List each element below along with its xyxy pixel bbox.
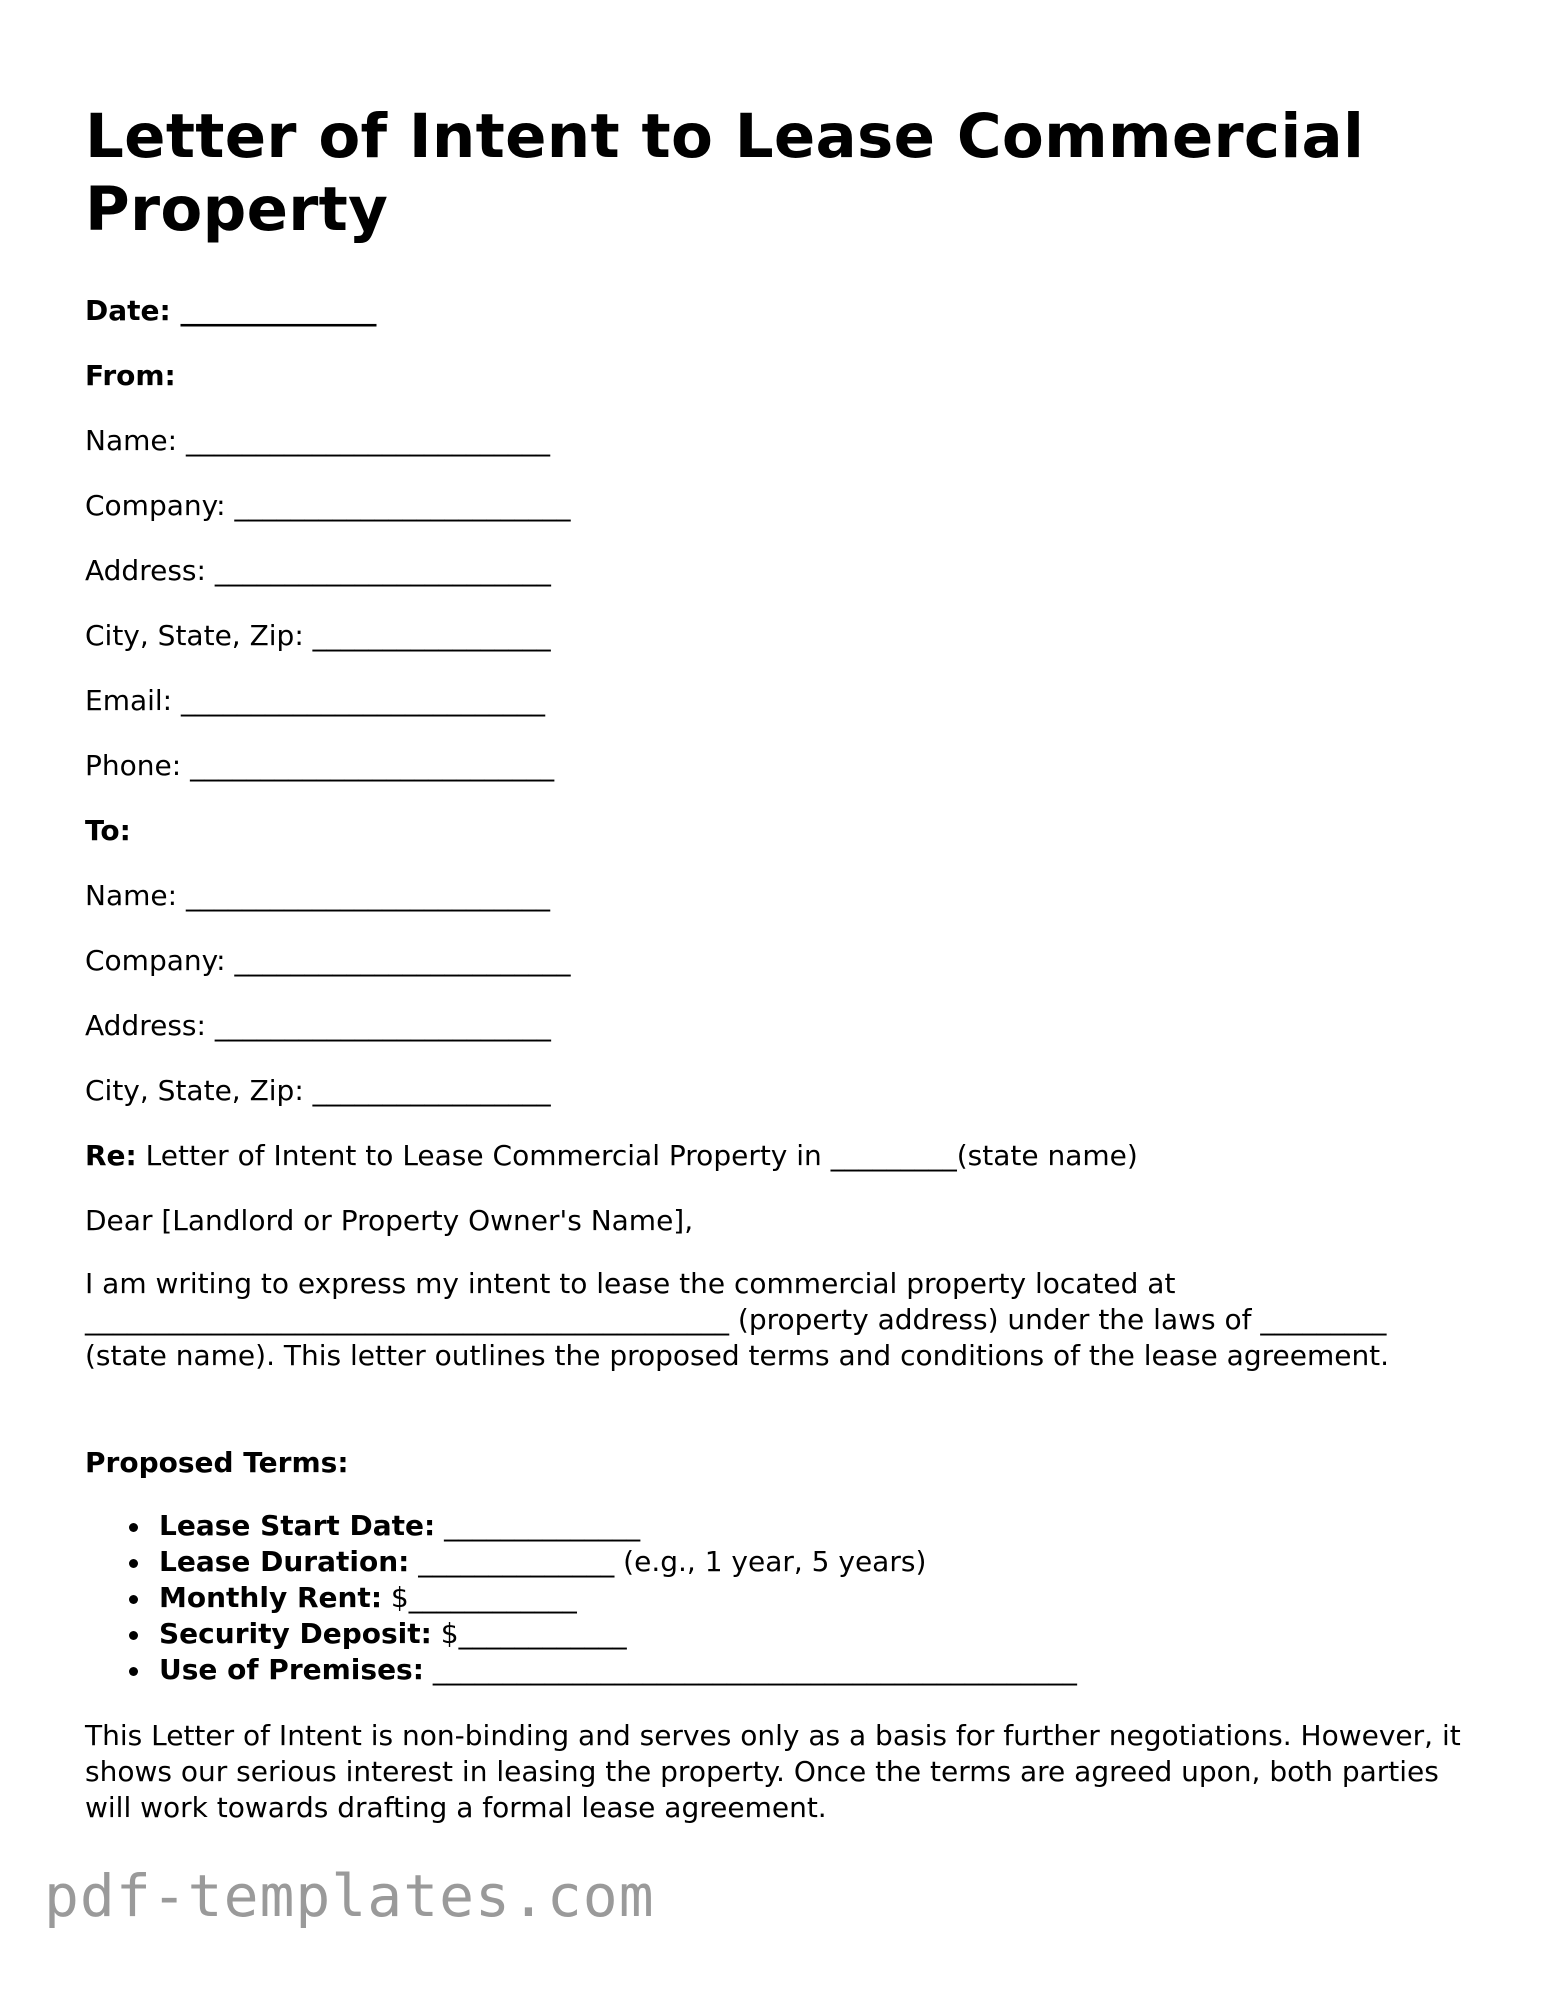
term-label: Lease Duration: xyxy=(159,1545,410,1578)
term-label: Monthly Rent: xyxy=(159,1581,383,1614)
from-address-blank[interactable]: ________________________ xyxy=(214,554,551,587)
list-item xyxy=(85,1616,1077,1652)
salutation: Dear [Landlord or Property Owner's Name], xyxy=(85,1204,694,1237)
from-name-blank[interactable]: __________________________ xyxy=(185,424,550,457)
list-item xyxy=(85,1580,1077,1616)
term-value[interactable]: ______________________________________________ xyxy=(432,1653,1077,1686)
to-company-blank[interactable]: ________________________ xyxy=(234,944,571,977)
date-label: Date: xyxy=(85,294,171,327)
closing-paragraph: This Letter of Intent is non-binding and serves only as a basis for further negotiations. However, it shows our serious interest in leasing the property. Once the terms are agreed upon, both parties will work towards drafting a formal lease agreement. xyxy=(85,1719,1461,1824)
watermark-logo: pdf-templates.com xyxy=(44,1862,655,1930)
from-company-line xyxy=(85,489,571,523)
to-company-line xyxy=(85,944,571,978)
from-name-label: Name: xyxy=(85,424,178,457)
from-heading: From: xyxy=(85,359,176,392)
to-address-label: Address: xyxy=(85,1009,206,1042)
from-email-label: Email: xyxy=(85,684,173,717)
list-item xyxy=(85,1652,1077,1688)
to-city-label: City, State, Zip: xyxy=(85,1074,304,1107)
document-page xyxy=(85,100,1465,1824)
to-name-blank[interactable]: __________________________ xyxy=(185,879,550,912)
term-value[interactable]: $____________ xyxy=(390,1581,577,1614)
re-label: Re: xyxy=(85,1139,137,1172)
list-item xyxy=(85,1508,1077,1544)
from-phone-blank[interactable]: __________________________ xyxy=(190,749,555,782)
to-address-line xyxy=(85,1009,551,1043)
from-phone-label: Phone: xyxy=(85,749,182,782)
to-city-blank[interactable]: _________________ xyxy=(312,1074,551,1107)
document-title: Letter of Intent to Lease Commercial Property xyxy=(85,101,1365,245)
term-value[interactable]: ______________ xyxy=(444,1509,641,1542)
from-address-line xyxy=(85,554,551,588)
to-name-line xyxy=(85,879,550,913)
date-line xyxy=(85,294,376,328)
to-city-line xyxy=(85,1074,551,1108)
from-city-label: City, State, Zip: xyxy=(85,619,304,652)
to-address-blank[interactable]: ________________________ xyxy=(214,1009,551,1042)
from-email-line xyxy=(85,684,545,718)
from-name-line xyxy=(85,424,550,458)
to-name-label: Name: xyxy=(85,879,178,912)
from-email-blank[interactable]: __________________________ xyxy=(181,684,546,717)
re-line xyxy=(85,1139,1138,1173)
from-address-label: Address: xyxy=(85,554,206,587)
from-city-blank[interactable]: _________________ xyxy=(312,619,551,652)
intro-paragraph: I am writing to express my intent to lease the commercial property located at ______________________________________________ (property address) under the laws of _________ (state name). This letter outlines the proposed terms and conditions of the lease agreement. xyxy=(85,1267,1390,1372)
from-phone-line xyxy=(85,749,554,783)
date-blank[interactable]: ______________ xyxy=(180,294,377,327)
term-label: Security Deposit: xyxy=(159,1617,432,1650)
term-value[interactable]: $____________ xyxy=(440,1617,627,1650)
term-label: Lease Start Date: xyxy=(159,1509,436,1542)
from-company-blank[interactable]: ________________________ xyxy=(234,489,571,522)
from-company-label: Company: xyxy=(85,489,226,522)
to-company-label: Company: xyxy=(85,944,226,977)
from-city-line xyxy=(85,619,551,653)
to-heading: To: xyxy=(85,814,131,847)
term-label: Use of Premises: xyxy=(159,1653,424,1686)
re-text: Letter of Intent to Lease Commercial Property in _________(state name) xyxy=(145,1139,1138,1172)
list-item xyxy=(85,1544,1077,1580)
term-value[interactable]: ______________ (e.g., 1 year, 5 years) xyxy=(418,1545,927,1578)
proposed-terms-heading: Proposed Terms: xyxy=(85,1446,349,1479)
proposed-terms-list xyxy=(85,1508,1077,1688)
